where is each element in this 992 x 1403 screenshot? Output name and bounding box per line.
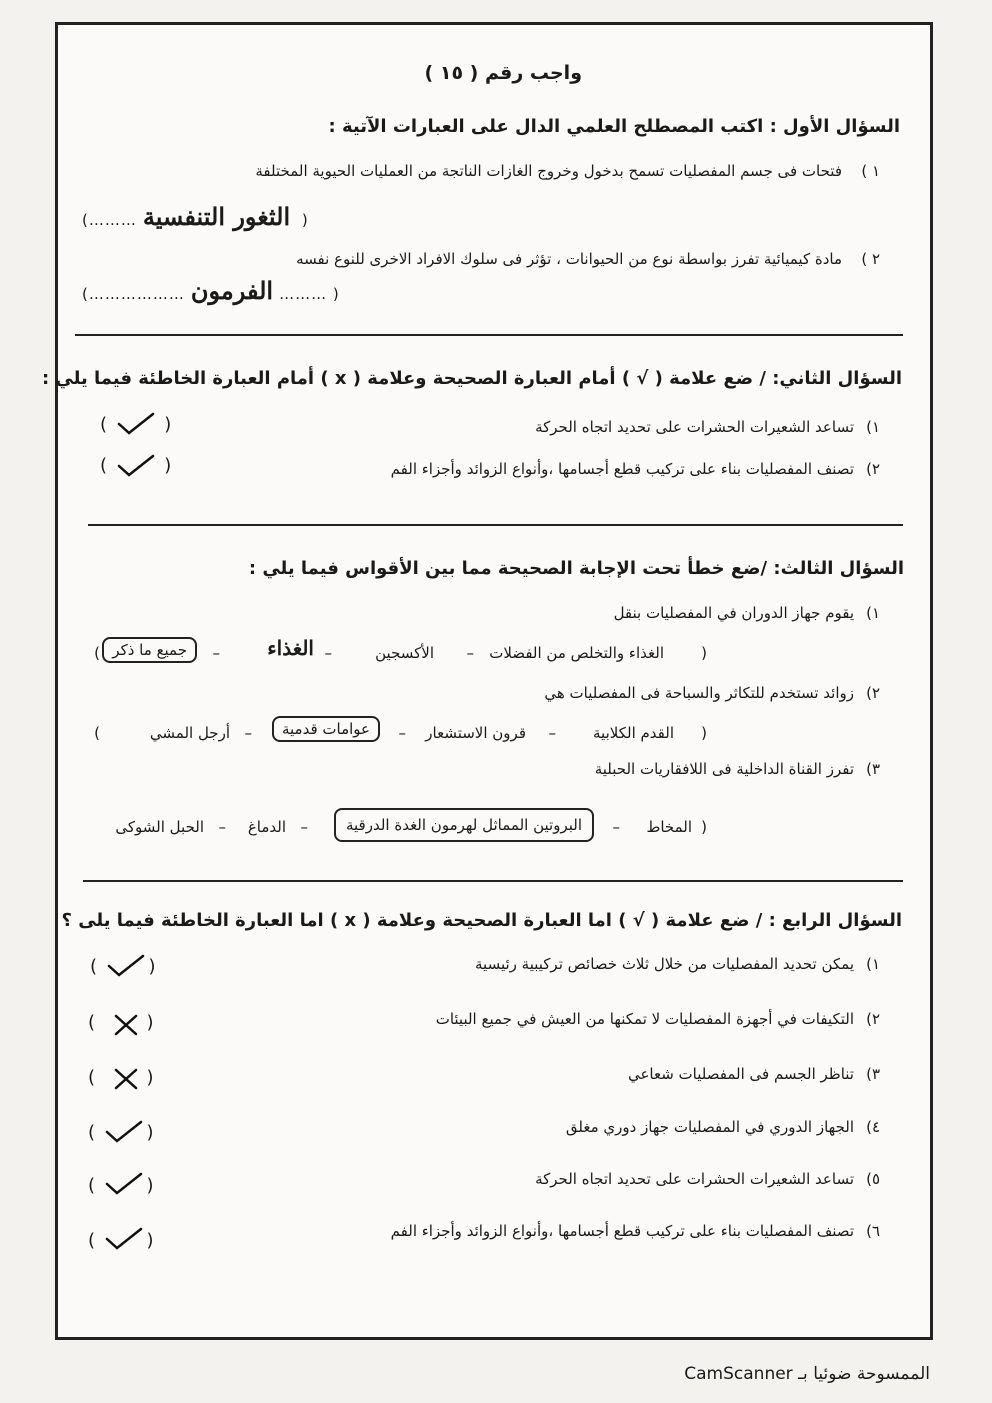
q3-item-1-number: ١) bbox=[866, 604, 880, 622]
q4-item-1-check-icon bbox=[106, 952, 146, 980]
q1-item-1-number: ١ ) bbox=[861, 162, 880, 180]
divider-3 bbox=[83, 880, 903, 882]
q3-item-1-option-3-circled: جميع ما ذكر bbox=[102, 637, 197, 663]
q3-item-2-sep-1: – bbox=[548, 724, 556, 742]
q4-item-2-number: ٢) bbox=[866, 1010, 880, 1028]
q4-item-6-check-icon bbox=[104, 1225, 144, 1253]
q4-item-1-answer-box: ( ) bbox=[90, 956, 156, 977]
q4-item-2-cross-icon bbox=[112, 1012, 140, 1038]
q3-item-1-text: يقوم جهاز الدوران في المفصليات بنقل bbox=[613, 604, 854, 622]
q3-item-2-paren-close: ) bbox=[94, 724, 100, 742]
q1-item-1-text: فتحات فى جسم المفصليات تسمح بدخول وخروج الغازات الناتجة من العمليات الحيوية المختلفة bbox=[255, 162, 842, 180]
q1-item-1-handwritten-answer: الثغور التنفسية bbox=[142, 202, 291, 231]
q3-item-3-option-2-circled: البروتين المماثل لهرمون الغدة الدرقية bbox=[334, 808, 594, 842]
q2-heading: السؤال الثاني: / ضع علامة ( √ ) أمام العبارة الصحيحة وعلامة ( x ) أمام العبارة الخاطئة فيما يلي : bbox=[41, 368, 902, 389]
q3-item-3-option-4: الحبل الشوكى bbox=[115, 818, 204, 836]
q2-item-2-text: تصنف المفصليات بناء على تركيب قطع أجسامها ،وأنواع الزوائد وأجزاء الفم bbox=[390, 460, 854, 478]
q1-heading: السؤال الأول : اكتب المصطلح العلمي الدال على العبارات الآتية : bbox=[328, 116, 900, 137]
divider-1 bbox=[75, 334, 903, 336]
q3-item-3-number: ٣) bbox=[866, 760, 880, 778]
camscanner-footer: CamScanner الممسوحة ضوئيا بـ bbox=[684, 1364, 930, 1384]
q3-item-3-text: تفرز القناة الداخلية فى اللافقاريات الحبلية bbox=[594, 760, 854, 778]
q2-item-1-text: تساعد الشعيرات الحشرات على تحديد اتجاه الحركة bbox=[535, 418, 854, 436]
divider-2 bbox=[88, 524, 903, 526]
q3-item-1-option-2: الأكسجين bbox=[375, 644, 434, 662]
q4-item-6-number: ٦) bbox=[866, 1222, 880, 1240]
page-title: واجب رقم ( ١٥ ) bbox=[424, 62, 582, 84]
q4-item-3-number: ٣) bbox=[866, 1065, 880, 1083]
q4-item-5-number: ٥) bbox=[866, 1170, 880, 1188]
q3-item-2-sep-3: – bbox=[244, 724, 252, 742]
q4-item-4-answer-box: ( ) bbox=[88, 1122, 154, 1143]
q4-item-6-answer-box: ( ) bbox=[88, 1230, 154, 1251]
q4-item-1-text: يمكن تحديد المفصليات من خلال ثلاث خصائص تركيبية رئيسية bbox=[475, 955, 854, 973]
q4-item-5-answer-box: ( ) bbox=[88, 1175, 154, 1196]
q4-item-5-check-icon bbox=[104, 1170, 144, 1198]
q4-item-3-text: تناظر الجسم فى المفصليات شعاعي bbox=[627, 1065, 854, 1083]
q3-item-2-text: زوائد تستخدم للتكاثر والسباحة فى المفصليات هي bbox=[544, 684, 854, 702]
q3-item-2-sep-2: – bbox=[398, 724, 406, 742]
q4-item-3-cross-icon bbox=[112, 1066, 140, 1092]
q4-item-3-answer-box: ( ) bbox=[88, 1067, 154, 1088]
q2-item-1-check-icon bbox=[116, 410, 156, 438]
q3-item-3-paren-open: ( bbox=[701, 818, 707, 836]
q3-item-1-sep-3: – bbox=[212, 644, 220, 662]
q2-item-2-number: ٢) bbox=[866, 460, 880, 478]
q1-item-2-handwritten-answer: الفرمون bbox=[190, 276, 274, 305]
q3-item-1-handwritten-word: الغذاء bbox=[267, 636, 314, 660]
q4-item-6-text: تصنف المفصليات بناء على تركيب قطع أجسامها ،وأنواع الزوائد وأجزاء الفم bbox=[390, 1222, 854, 1240]
q3-item-1-paren-close: ) bbox=[94, 644, 100, 662]
q3-item-2-paren-open: ( bbox=[701, 724, 707, 742]
q3-item-2-option-2: قرون الاستشعار bbox=[425, 724, 526, 742]
q4-item-4-text: الجهاز الدوري في المفصليات جهاز دوري مغلق bbox=[565, 1118, 854, 1136]
q4-item-4-number: ٤) bbox=[866, 1118, 880, 1136]
q3-item-3-sep-3: – bbox=[218, 818, 226, 836]
q4-heading: السؤال الرابع : / ضع علامة ( √ ) اما العبارة الصحيحة وعلامة ( x ) اما العبارة الخاطئة فيما يلى ؟ bbox=[61, 910, 902, 931]
q3-item-1-option-1: الغذاء والتخلص من الفضلات bbox=[489, 644, 664, 662]
q4-item-5-text: تساعد الشعيرات الحشرات على تحديد اتجاه الحركة bbox=[535, 1170, 854, 1188]
q1-item-2-text: مادة كيميائية تفرز بواسطة نوع من الحيوانات ، تؤثر فى سلوك الافراد الاخرى للنوع نفسه bbox=[296, 250, 842, 268]
q3-item-2-option-3-circled: عوامات قدمية bbox=[272, 716, 380, 742]
q2-item-2-check-icon bbox=[116, 452, 156, 480]
q3-item-3-option-1: المخاط bbox=[646, 818, 692, 836]
q2-item-2-answer-box: ( ) bbox=[100, 455, 172, 476]
q1-item-2-number: ٢ ) bbox=[861, 250, 880, 268]
q3-item-3-sep-2: – bbox=[300, 818, 308, 836]
q3-item-3-sep-1: – bbox=[612, 818, 620, 836]
q3-item-2-option-4: أرجل المشي bbox=[149, 724, 230, 742]
q1-item-2-answer-blank: (……………… الفرمون ……… ) bbox=[82, 276, 340, 305]
q2-item-1-answer-box: ( ) bbox=[100, 414, 172, 435]
q4-item-1-number: ١) bbox=[866, 955, 880, 973]
q1-item-1-answer-blank: (……… الثغور التنفسية ) bbox=[82, 202, 309, 231]
q3-item-2-number: ٢) bbox=[866, 684, 880, 702]
q2-item-1-number: ١) bbox=[866, 418, 880, 436]
q3-item-1-sep-1: – bbox=[466, 644, 474, 662]
q3-item-1-sep-2: – bbox=[324, 644, 332, 662]
q3-item-2-option-1: القدم الكلابية bbox=[593, 724, 674, 742]
q3-heading: السؤال الثالث: /ضع خطأ تحت الإجابة الصحيحة مما بين الأقواس فيما يلي : bbox=[248, 558, 904, 579]
q4-item-2-answer-box: ( ) bbox=[88, 1012, 154, 1033]
q4-item-4-check-icon bbox=[104, 1118, 144, 1146]
q4-item-2-text: التكيفات في أجهزة المفصليات لا تمكنها من العيش في جميع البيئات bbox=[435, 1010, 854, 1028]
q3-item-1-paren-open: ( bbox=[701, 644, 707, 662]
q3-item-3-option-3: الدماغ bbox=[247, 818, 286, 836]
